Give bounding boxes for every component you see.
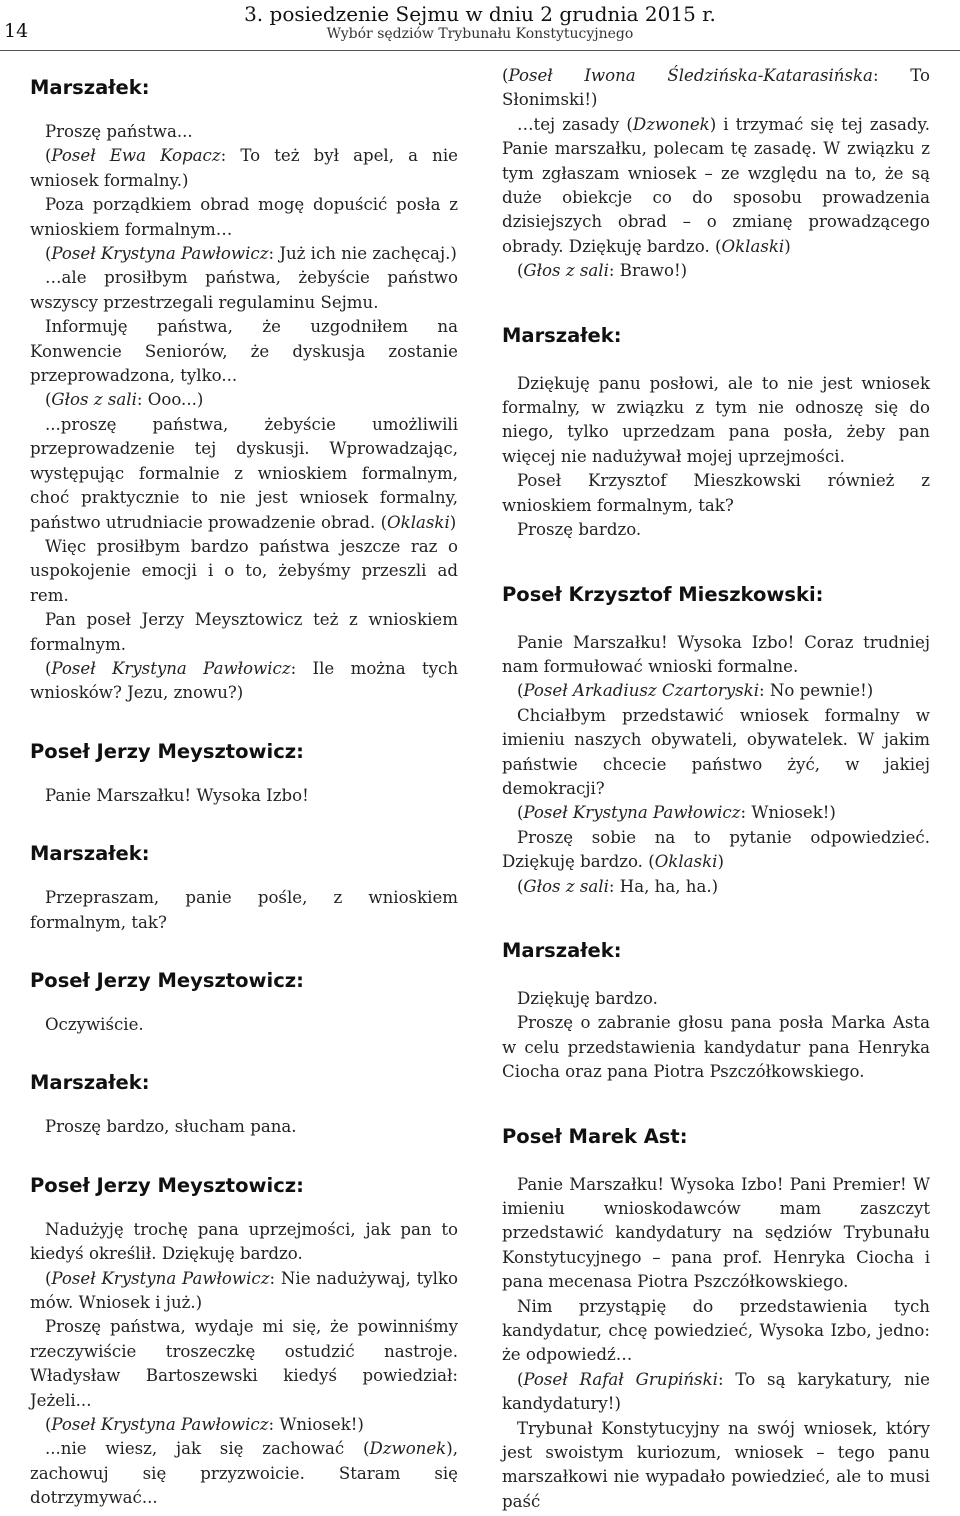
paragraph-text: ...proszę państwa, żebyście umożliwili przeprowadzenie tej dyskusji. Wprowadzając, występując formalnie z wnioskiem formalnym, choć praktycznie to nie jest wniosek formalny, państwo utrudniacie prowadzenie obrad. — [30, 414, 458, 532]
paragraph: Nadużyję trochę pana uprzejmości, jak pan to kiedyś określił. Dziękuję bardzo. — [30, 1219, 458, 1264]
interjection-text: : No pewnie!) — [759, 681, 874, 701]
paragraph: Proszę o zabranie głosu pana posła Marka Asta w celu przedstawienia kandydatur pana Henryka Ciocha oraz pana Piotra Pszczółkowskiego. — [502, 1013, 930, 1082]
interjection-name: Poseł Arkadiusz Czartoryski — [523, 681, 760, 701]
interjection-text: : To Słonimski!) — [502, 66, 930, 110]
interjection-name: Głos z sali — [51, 390, 137, 410]
paragraph-text: Proszę sobie na to pytanie odpowiedzieć. Dziękuję bardzo. — [502, 827, 930, 872]
interjection-text: : To też był apel, a nie wniosek formalny.) — [30, 146, 458, 190]
interjection: (Poseł Krystyna Pawłowicz: Ile można tych wniosków? Jezu, znowu?) — [30, 658, 459, 703]
right-column — [502, 64, 930, 1514]
interjection-text: : Ha, ha, ha.) — [608, 876, 719, 896]
interjection: (Poseł Ewa Kopacz: To też był apel, a nie wniosek formalny.) — [30, 146, 458, 190]
paragraph: ...proszę państwa, żebyście umożliwili przeprowadzenie tej dyskusji. Wprowadzając, występując formalnie z wnioskiem formalnym, choć praktycznie to nie jest wniosek formalny, państwo utrudniacie prowadzenie obrad. (Oklaski) — [30, 414, 458, 532]
interjection-text: : Brawo!) — [608, 261, 688, 281]
paragraph: Dziękuję panu posłowi, ale to nie jest wniosek formalny, w związku z tym nie odnoszę się do niego, tylko uprzedzam pana posła, żeby pan więcej nie nadużywał mojej uprzejmości. — [502, 373, 930, 466]
paragraph-text: ) i trzymać się tej zasady. Panie marszałku, polecam tę zasadę. W związku z tym zgłaszam wniosek – ze względu na to, że są duże obiekcje co do sposobu prowadzenia dzisiejszych obrad – o zmianę prowadzącego obrady. Dziękuję bardzo. — [502, 114, 931, 256]
interjection-text: : Wniosek!) — [740, 803, 836, 823]
speaker-heading: Marszałek: — [30, 1071, 150, 1095]
bell-note: Dzwonek — [369, 1439, 447, 1459]
paragraph: Chciałbym przedstawić wniosek formalny w imieniu naszych obywateli, obywatelek. W jakim państwie chcecie państwo żyć, w jakiej demokracji? — [502, 705, 930, 798]
paragraph: Panie Marszałku! Wysoka Izbo! — [44, 785, 309, 805]
interjection: (Poseł Rafał Grupiński: To są karykatury, nie kandydatury!) — [502, 1369, 930, 1414]
interjection-text: : Wniosek!) — [268, 1415, 364, 1435]
page-number: 14 — [4, 20, 29, 42]
paragraph: Panie Marszałku! Wysoka Izbo! Pani Premier! W imieniu wnioskodawców mam zaszczyt przedstawić kandydatury na sędziów Trybunału Konstytucyjnego – pana prof. Henryka Ciocha i pana mecenasa Piotra Pszczółkowskiego. — [502, 1174, 930, 1292]
left-column — [30, 64, 458, 1511]
paragraph: Poza porządkiem obrad mogę dopuścić posła z wnioskiem formalnym… — [30, 195, 458, 239]
speaker-heading: Poseł Jerzy Meysztowicz: — [30, 968, 304, 992]
paragraph: Proszę bardzo, słucham pana. — [44, 1117, 297, 1137]
interjection-text: : Już ich nie zachęcaj.) — [268, 244, 457, 264]
interjection-name: Poseł Krystyna Pawłowicz — [51, 1268, 270, 1288]
speaker-heading: Marszałek: — [502, 323, 622, 347]
interjection: (Głos z sali: Ha, ha, ha.) — [516, 876, 719, 896]
paragraph: Trybunał Konstytucyjny na swój wniosek, który jest swoistym kuriozum, wniosek – tego panu marszałkowi nie wypadało powiedzieć, ale to musi paść — [502, 1418, 930, 1511]
interjection-name: Głos z sali — [523, 261, 609, 281]
interjection-text: : Nie nadużywaj, tylko mów. Wniosek i już.) — [30, 1268, 459, 1312]
interjection: (Poseł Krystyna Pawłowicz: Wniosek!) — [516, 803, 836, 823]
interjection-name: Poseł Krystyna Pawłowicz — [51, 658, 291, 678]
speaker-heading: Marszałek: — [30, 842, 150, 866]
paragraph: Informuję państwa, że uzgodniłem na Konwencie Seniorów, że dyskusja zostanie przeprowadzona, tylko... — [30, 317, 458, 386]
interjection-name: Głos z sali — [523, 876, 609, 896]
interjection: (Poseł Krystyna Pawłowicz: Już ich nie zachęcaj.) — [44, 244, 457, 264]
paragraph — [30, 1437, 458, 1510]
paragraph: Poseł Krzysztof Mieszkowski również z wnioskiem formalnym, tak? — [502, 471, 930, 515]
interjection-name: Poseł Rafał Grupiński — [523, 1369, 718, 1389]
interjection: (Głos z sali: Brawo!) — [516, 261, 688, 281]
interjection-name: Poseł Krystyna Pawłowicz — [51, 244, 269, 264]
interjection: (Głos z sali: Ooo...) — [44, 390, 204, 410]
interjection: (Poseł Krystyna Pawłowicz: Wniosek!) — [44, 1415, 364, 1435]
paragraph-text: ), zachowuj się przyzwoicie. Staram się dotrzymywać... — [30, 1439, 458, 1508]
interjection: (Poseł Arkadiusz Czartoryski: No pewnie!) — [516, 681, 874, 701]
paragraph: Oczywiście. — [44, 1014, 144, 1034]
paragraph: Pan poseł Jerzy Meysztowicz też z wnioskiem formalnym. — [30, 610, 458, 654]
paragraph: Panie Marszałku! Wysoka Izbo! Coraz trudniej nam formułować wnioski formalne. — [502, 632, 930, 676]
paragraph: Proszę państwa, wydaje mi się, że powinniśmy rzeczywiście troszeczkę ostudzić nastroje. Władysław Bartoszewski kiedyś powiedział: Jeżeli... — [30, 1317, 458, 1410]
applause-note: Oklaski — [721, 236, 785, 256]
interjection-text: : Ooo...) — [136, 390, 204, 410]
interjection: (Poseł Krystyna Pawłowicz: Nie nadużywaj, tylko mów. Wniosek i już.) — [30, 1268, 459, 1312]
interjection: (Poseł Iwona Śledzińska-Katarasińska: To Słonimski!) — [502, 66, 930, 110]
paragraph: …ale prosiłbym państwa, żebyście państwo wszyscy przestrzegali regulaminu Sejmu. — [30, 268, 458, 312]
paragraph: Proszę bardzo. — [516, 520, 642, 540]
paragraph: Więc prosiłbym bardzo państwa jeszcze raz o uspokojenie emocji i o to, żebyśmy przeszli ad rem. — [30, 536, 458, 605]
speaker-heading: Marszałek: — [30, 76, 150, 99]
header-subtitle: Wybór sędziów Trybunału Konstytucyjnego — [326, 26, 634, 42]
applause-note: Oklaski — [387, 512, 450, 532]
header-rule — [0, 50, 960, 51]
page-header — [0, 0, 960, 56]
interjection-name: Poseł Krystyna Pawłowicz — [51, 1415, 269, 1435]
paragraph-text: …tej zasady ( — [516, 114, 633, 134]
header-title: 3. posiedzenie Sejmu w dniu 2 grudnia 2015 r. — [244, 2, 716, 26]
interjection-name: Poseł Krystyna Pawłowicz — [523, 803, 741, 823]
speaker-heading: Poseł Jerzy Meysztowicz: — [30, 1173, 304, 1197]
bell-note: Dzwonek — [632, 114, 710, 134]
applause-note: Oklaski — [654, 852, 718, 872]
interjection-text: : To są karykatury, nie kandydatury!) — [502, 1369, 930, 1414]
interjection-name: Poseł Ewa Kopacz — [51, 146, 221, 166]
paragraph: Dziękuję bardzo. — [516, 988, 658, 1008]
interjection-name: Poseł Iwona Śledzińska-Katarasińska — [508, 66, 873, 85]
paragraph: Przepraszam, panie pośle, z wnioskiem formalnym, tak? — [30, 888, 458, 932]
paragraph: Proszę sobie na to pytanie odpowiedzieć. Dziękuję bardzo. (Oklaski) — [502, 827, 930, 872]
paragraph-text: ...nie wiesz, jak się zachować ( — [44, 1439, 370, 1459]
speaker-heading: Marszałek: — [502, 938, 622, 962]
paragraph: …tej zasady (Dzwonek) i trzymać się tej zasady. Panie marszałku, polecam tę zasadę. W związku z tym zgłaszam wniosek – ze względu na to, że są duże obiekcje co do sposobu prowadzenia dzisiejszych obrad – o zmianę prowadzącego obrady. Dziękuję bardzo. (Oklaski) — [502, 114, 931, 256]
paragraph: Nim przystąpię do przedstawienia tych kandydatur, chcę powiedzieć, Wysoka Izbo, jedno: że odpowiedź… — [502, 1296, 930, 1365]
speaker-heading: Poseł Jerzy Meysztowicz: — [30, 739, 304, 763]
paragraph: Proszę państwa... — [44, 122, 193, 141]
interjection-text: : Ile można tych wniosków? Jezu, znowu?) — [30, 658, 459, 703]
speaker-heading: Poseł Marek Ast: — [502, 1124, 688, 1148]
speaker-heading: Poseł Krzysztof Mieszkowski: — [502, 582, 824, 606]
